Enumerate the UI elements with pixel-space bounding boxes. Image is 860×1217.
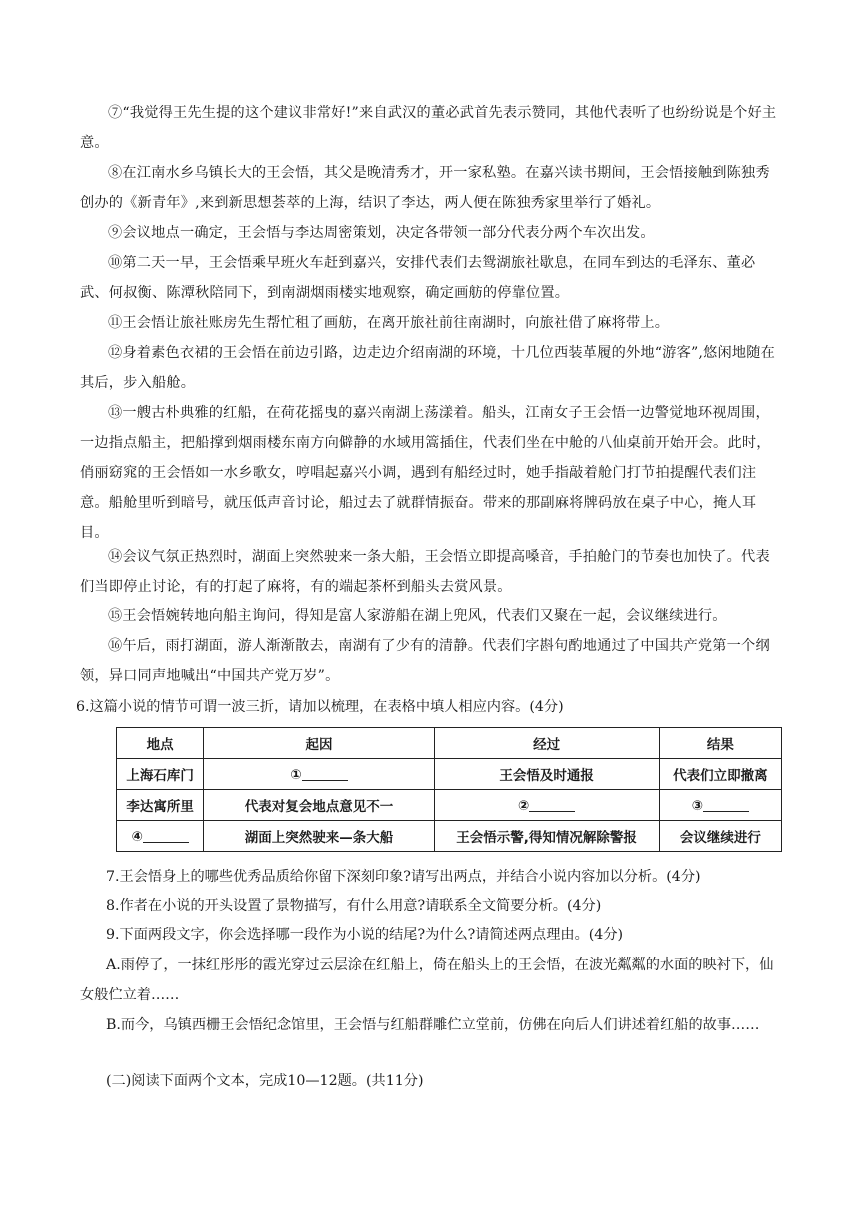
paragraph-14: ⑭会议气氛正热烈时，湖面上突然驶来一条大船，王会悟立即提高嗓音，手拍舱门的节奏也加快了。代表们当即停止讨论，有的打起了麻将，有的端起茶杯到船头去赏风景。 [80,549,770,595]
plot-table [116,727,782,852]
paragraph-10: ⑩第二天一早，王会悟乘早班火车赶到嘉兴，安排代表们去鸳湖旅社歇息，在同车到达的毛泽东、董必武、何叔衡、陈潭秋陪同下，到南湖烟雨楼实地观察，确定画舫的停靠位置。 [80,255,756,301]
blank-marker: ④ [131,828,143,845]
paragraph-13: ⑬一艘古朴典雅的红船，在荷花摇曳的嘉兴南湖上荡漾着。船头，江南女子王会悟一边警觉地环视周围，一边指点船主，把船撑到烟雨楼东南方向僻静的水域用篙插住，代表们坐在中舱的八仙桌前开始开会。此时，俏丽窈窕的王会悟如一水乡歌女，哼唱起嘉兴小调，遇到有船经过时，她手指敲着舱门打节拍提醒代表们注意。船舱里听到暗号，就压低声音讨论，船过去了就群情振奋。带来的那副麻将牌码放在桌子中心，掩人耳目。 [80,405,771,541]
answer-blank-3[interactable] [659,790,781,821]
header-process: 经过 [434,728,659,759]
answer-blank-1[interactable] [204,759,434,790]
paragraph-16: ⑯午后，雨打湖面，游人渐渐散去，南湖有了少有的清静。代表们字斟句酌地通过了中国共产党第一个纲领，异口同声地喊出“中国共产党万岁”。 [80,638,770,684]
table-row [117,821,782,852]
cell-location: 上海石库门 [117,759,204,790]
cell-result: 会议继续进行 [659,821,781,852]
header-cause: 起因 [204,728,434,759]
blank-line [703,797,749,812]
paragraph-8: ⑧在江南水乡乌镇长大的王会悟，其父是晚清秀才，开一家私塾。在嘉兴读书期间，王会悟接触到陈独秀创办的《新青年》,来到新思想荟萃的上海，结识了李达，两人便在陈独秀家里举行了婚礼。 [80,165,770,211]
cell-process: 王会悟示警,得知情况解除警报 [434,821,659,852]
header-location: 地点 [117,728,204,759]
table-header-row [117,728,782,759]
question-6: 6.这篇小说的情节可谓一波三折，请加以梳理，在表格中填人相应内容。(4分) [76,699,564,715]
blank-marker: ① [290,766,302,783]
option-a: A.雨停了，一抹红彤彤的霞光穿过云层涂在红船上，倚在船头上的王会悟，在波光粼粼的水面的映衬下，仙女般伫立着…… [80,957,774,1003]
cell-cause: 代表对复会地点意见不一 [204,790,434,821]
paragraph-11: ⑪王会悟让旅社账房先生帮忙租了画舫，在离开旅社前往南湖时，向旅社借了麻将带上。 [108,315,670,331]
paragraph-12: ⑫身着素色衣裙的王会悟在前边引路，边走边介绍南湖的环境，十几位西装革履的外地“游客”,悠闲地随在其后，步入船舱。 [80,345,776,391]
cell-cause: 湖面上突然驶来—条大船 [204,821,434,852]
question-8: 8.作者在小说的开头设置了景物描写，有什么用意?请联系全文简要分析。(4分) [106,898,602,914]
section-2-heading: (二)阅读下面两个文本，完成10—12题。(共11分) [106,1073,424,1089]
cell-process: 王会悟及时通报 [434,759,659,790]
blank-line [143,828,189,843]
question-7: 7.王会悟身上的哪些优秀品质给你留下深刻印象?请写出两点，并结合小说内容加以分析。(4分) [106,869,701,885]
answer-blank-2[interactable] [434,790,659,821]
question-9: 9.下面两段文字，你会选择哪一段作为小说的结尾?为什么?请简述两点理由。(4分) [106,927,624,943]
table-row [117,759,782,790]
paragraph-15: ⑮王会悟婉转地向船主询问，得知是富人家游船在湖上兜风，代表们又聚在一起，会议继续进行。 [108,608,727,624]
answer-blank-4[interactable] [117,821,204,852]
blank-marker: ③ [691,797,704,814]
blank-line [529,797,575,812]
table-row [117,790,782,821]
cell-location: 李达寓所里 [117,790,204,821]
blank-line [302,766,348,781]
paragraph-7: ⑦“我觉得王先生提的这个建议非常好!”来自武汉的董必武首先表示赞同，其他代表听了也纷纷说是个好主意。 [80,105,777,151]
cell-result: 代表们立即撤离 [659,759,781,790]
blank-marker: ② [517,797,530,814]
option-b: B.而今，乌镇西栅王会悟纪念馆里，王会悟与红船群雕伫立堂前，仿佛在向后人们讲述着红船的故事…… [106,1017,760,1033]
paragraph-9: ⑨会议地点一确定，王会悟与李达周密策划，决定各带领一部分代表分两个车次出发。 [108,225,655,241]
header-result: 结果 [659,728,781,759]
